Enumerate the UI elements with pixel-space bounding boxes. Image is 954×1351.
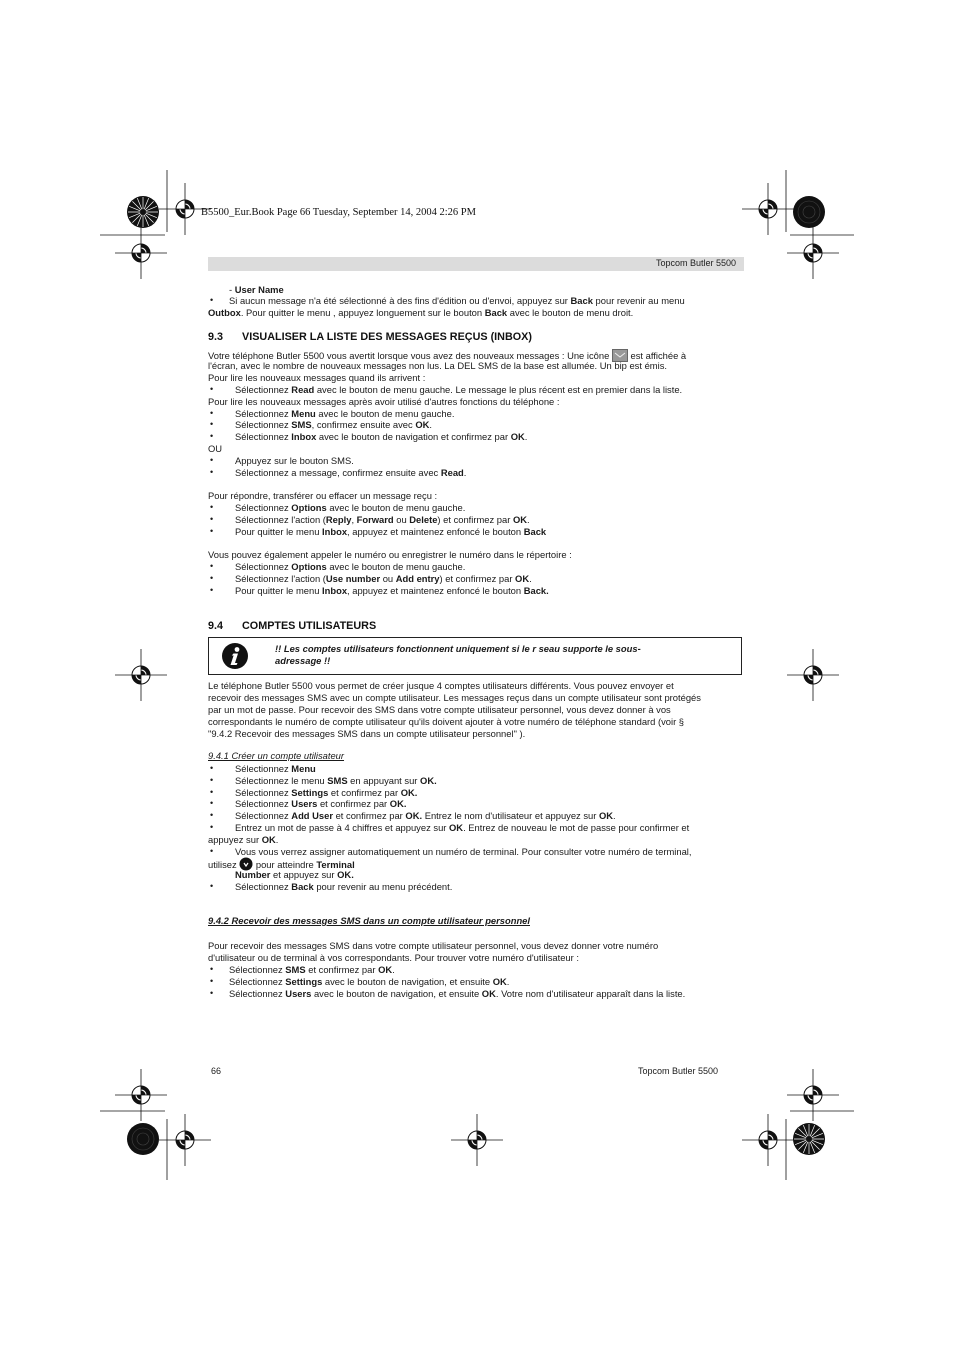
paragraph: Le téléphone Butler 5500 vous permet de créer jusque 4 comptes utilisateurs différents. Vous pouvez envoyer et (208, 680, 674, 691)
page-header (208, 257, 744, 271)
list-item-continuation: Number et appuyez sur OK. (235, 869, 354, 880)
bullet: • (210, 976, 214, 986)
list-item: Sélectionnez Back pour revenir au menu précédent. (235, 881, 453, 892)
note-text: adressage !! (275, 655, 331, 666)
bullet: • (210, 573, 214, 583)
list-item: Sélectionnez Users et confirmez par OK. (235, 798, 407, 809)
subsection-heading-9-4-2: 9.4.2 Recevoir des messages SMS dans un compte utilisateur personnel (208, 915, 530, 926)
or-separator: OU (208, 443, 223, 454)
section-heading-9-3: 9.3 VISUALISER LA LISTE DES MESSAGES REÇUS (INBOX) (208, 331, 532, 343)
list-item: Sélectionnez Settings avec le bouton de navigation, et ensuite OK. (229, 976, 510, 987)
list-item: Pour quitter le menu Inbox, appuyez et maintenez enfoncé le bouton Back. (235, 585, 549, 596)
registration-mark-icon (115, 1069, 167, 1121)
registration-mark-icon (115, 649, 167, 701)
note-text: !! Les comptes utilisateurs fonctionnent uniquement si le r seau supporte le sous- (275, 643, 641, 654)
paragraph: d'utilisateur ou de terminal à vos correspondants. Pour trouver votre numéro d'utilisateur : (208, 952, 579, 963)
list-item: Appuyez sur le bouton SMS. (235, 455, 354, 466)
list-item: Sélectionnez SMS et confirmez par OK. (229, 964, 395, 975)
list-item: Sélectionnez Menu (235, 763, 316, 774)
list-item: Sélectionnez Options avec le bouton de menu gauche. (235, 502, 466, 513)
bullet: • (210, 964, 214, 974)
header-product: Topcom Butler 5500 (655, 258, 736, 268)
bullet: • (210, 467, 214, 477)
list-item: Sélectionnez SMS, confirmez ensuite avec OK. (235, 419, 432, 430)
starburst-mark-icon (127, 1123, 159, 1155)
list-item: Sélectionnez Menu avec le bouton de menu gauche. (235, 408, 455, 419)
bullet: • (210, 408, 214, 418)
paragraph: Pour lire les nouveaux messages quand ils arrivent : (208, 372, 426, 383)
bullet: • (210, 881, 214, 891)
bullet: • (210, 455, 214, 465)
paragraph: Pour répondre, transférer ou effacer un message reçu : (208, 490, 438, 501)
list-item: Sélectionnez Add User et confirmez par OK. Entrez le nom d'utilisateur et appuyez sur OK. (235, 810, 616, 821)
intro-line-2: Outbox. Pour quitter le menu , appuyez longuement sur le bouton Back avec le bouton de menu droit. (208, 307, 634, 318)
list-item: Sélectionnez Users avec le bouton de navigation, et ensuite OK. Votre nom d'utilisateur apparaît dans la liste. (229, 988, 686, 999)
bullet: • (210, 798, 214, 808)
bullet: • (210, 810, 214, 820)
subsection-heading-9-4-1: 9.4.1 Créer un compte utilisateur (208, 750, 345, 761)
starburst-mark-icon (127, 196, 159, 228)
list-item: Sélectionnez le menu SMS en appuyant sur OK. (235, 775, 437, 786)
list-item: Pour quitter le menu Inbox, appuyez et maintenez enfoncé le bouton Back (235, 526, 547, 537)
intro-line-1: Si aucun message n'a été sélectionné à des fins d'édition ou d'envoi, appuyez sur Back pour revenir au menu (229, 295, 685, 306)
bullet: • (210, 822, 214, 832)
paragraph: correspondants le numéro de compte utilisateur qu'ils doivent ajouter à votre numéro de téléphone standard (voir § (208, 716, 685, 727)
bullet: • (210, 775, 214, 785)
paragraph: Votre téléphone Butler 5500 vous avertit lorsque vous avez des nouveaux messages : Une icône est affichée à (208, 350, 687, 361)
paragraph: Pour lire les nouveaux messages après avoir utilisé d'autres fonctions du téléphone : (208, 396, 560, 407)
bullet: • (210, 763, 214, 773)
list-item: Sélectionnez l'action (Use number ou Add entry) et confirmez par OK. (235, 573, 532, 584)
paragraph: Vous pouvez également appeler le numéro ou enregistrer le numéro dans le répertoire : (208, 549, 572, 560)
list-item: Sélectionnez Inbox avec le bouton de navigation et confirmez par OK. (235, 431, 528, 442)
list-item-continuation: utilisez pour atteindre Terminal (208, 859, 355, 870)
list-item: Sélectionnez Settings et confirmez par OK. (235, 787, 418, 798)
registration-mark-icon (451, 1114, 503, 1166)
list-item: Sélectionnez Read avec le bouton de menu gauche. Le message le plus récent est en premier dans la liste. (235, 384, 683, 395)
bullet: • (210, 514, 214, 524)
list-item: Entrez un mot de passe à 4 chiffres et appuyez sur OK. Entrez de nouveau le mot de passe pour confirmer et (235, 822, 690, 833)
bullet: • (210, 846, 214, 856)
starburst-mark-icon (793, 1123, 825, 1155)
list-item: Sélectionnez l'action (Reply, Forward ou Delete) et confirmez par OK. (235, 514, 530, 525)
section-heading-9-4: 9.4 COMPTES UTILISATEURS (208, 620, 377, 632)
bullet: • (210, 431, 214, 441)
bullet: • (210, 384, 214, 394)
footer-product: Topcom Butler 5500 (638, 1066, 719, 1076)
paragraph: Pour recevoir des messages SMS dans votre compte utilisateur personnel, vous devez donner votre numéro (208, 940, 659, 951)
paragraph: par un mot de passe. Pour recevoir des SMS dans votre compte utilisateur personnel, vous devez donner à vos (208, 704, 671, 715)
note-box (208, 637, 742, 675)
registration-mark-icon (787, 649, 839, 701)
bullet: • (210, 502, 214, 512)
page-number: 66 (211, 1066, 222, 1076)
bullet: • (210, 526, 214, 536)
list-item-continuation: appuyez sur OK. (208, 834, 279, 845)
paragraph: recevoir des messages SMS avec un compte utilisateur. Les messages reçus dans un compte utilisateur sont protégés (208, 692, 701, 703)
info-icon (221, 642, 249, 670)
bullet: • (210, 787, 214, 797)
starburst-mark-icon (793, 196, 825, 228)
bullet: • (210, 295, 214, 305)
bullet: • (210, 585, 214, 595)
paragraph: l'écran, avec le nombre de nouveaux messages non lus. La DEL SMS de la base est allumée. Un bip est émis. (208, 360, 667, 371)
paragraph: "9.4.2 Recevoir des messages SMS dans un compte utilisateur personnel" ). (208, 728, 526, 739)
bullet: • (210, 988, 214, 998)
user-name-item: - User Name (229, 284, 284, 295)
book-info-line: B5500_Eur.Book Page 66 Tuesday, September 14, 2004 2:26 PM (201, 207, 476, 218)
bullet: • (210, 561, 214, 571)
list-item: Sélectionnez Options avec le bouton de menu gauche. (235, 561, 466, 572)
registration-mark-icon (787, 1069, 839, 1121)
list-item: Sélectionnez a message, confirmez ensuite avec Read. (235, 467, 467, 478)
bullet: • (210, 419, 214, 429)
list-item: Vous vous verrez assigner automatiquement un numéro de terminal. Pour consulter votre numéro de terminal, (235, 846, 692, 857)
